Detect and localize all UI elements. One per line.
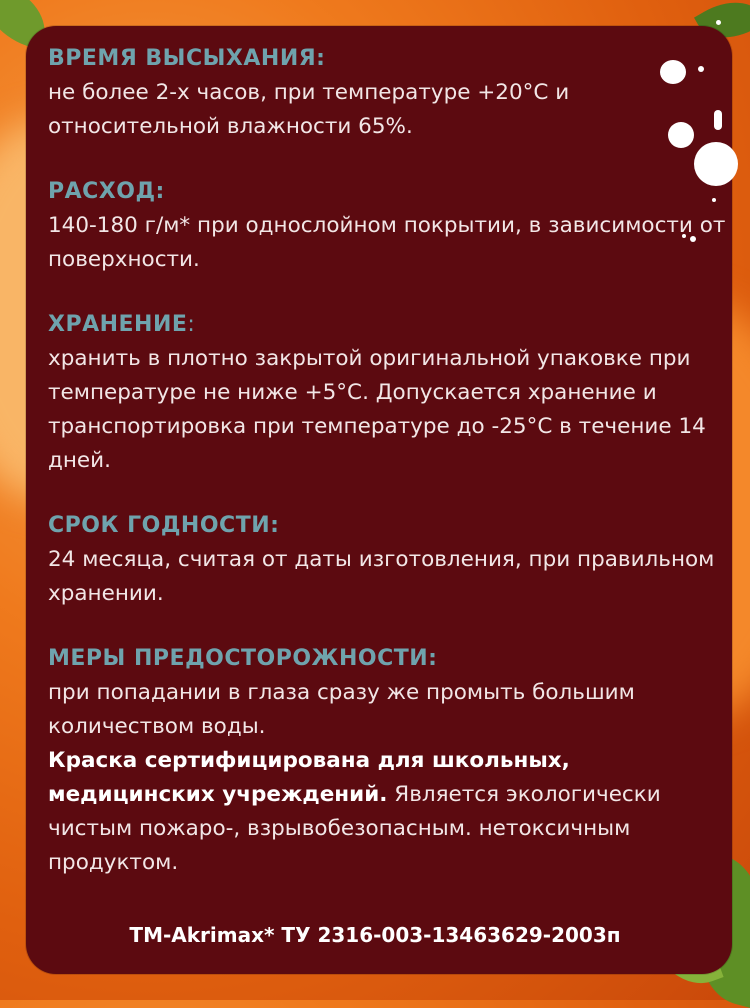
paint-splash xyxy=(716,20,721,25)
ecology-text: Является экологически чистым пожаро-, взрывобезопасным. нетоксичным продуктом. xyxy=(48,782,661,875)
certification-text: Краска сертифицирована для школьных, медицинских учреждений. xyxy=(48,748,570,807)
section-consumption xyxy=(48,175,738,277)
content-area xyxy=(48,42,738,911)
section-heading: РАСХОД: xyxy=(48,179,165,204)
section-text: хранить в плотно закрытой оригинальной упаковке при температуре не ниже +5°С. Допускается хранение и транспортировка при температуре до -25°С в течение 14 дней. xyxy=(48,346,706,473)
section-text: при попадании в глаза сразу же промыть большим количеством воды. xyxy=(48,680,635,739)
section-heading: ХРАНЕНИЕ xyxy=(48,312,188,337)
section-heading: МЕРЫ ПРЕДОСТОРОЖНОСТИ: xyxy=(48,646,438,671)
heading-colon: : xyxy=(187,312,196,337)
section-shelf-life xyxy=(48,509,738,611)
section-drying-time xyxy=(48,42,738,144)
section-text: 140-180 г/м* при однослойном покрытии, в зависимости от поверхности. xyxy=(48,213,726,272)
section-storage xyxy=(48,308,738,478)
section-heading: ВРЕМЯ ВЫСЫХАНИЯ: xyxy=(48,46,326,71)
section-heading: СРОК ГОДНОСТИ: xyxy=(48,513,280,538)
footer-standard: ТМ-Akrimax* ТУ 2316-003-13463629-2003п xyxy=(129,923,621,947)
section-heading-wrap xyxy=(48,308,738,342)
section-text: не более 2-х часов, при температуре +20°С и относительной влажности 65%. xyxy=(48,80,570,139)
section-text: 24 месяца, считая от даты изготовления, при правильном хранении. xyxy=(48,547,715,606)
section-precautions xyxy=(48,642,738,880)
certification-paragraph xyxy=(48,744,738,880)
